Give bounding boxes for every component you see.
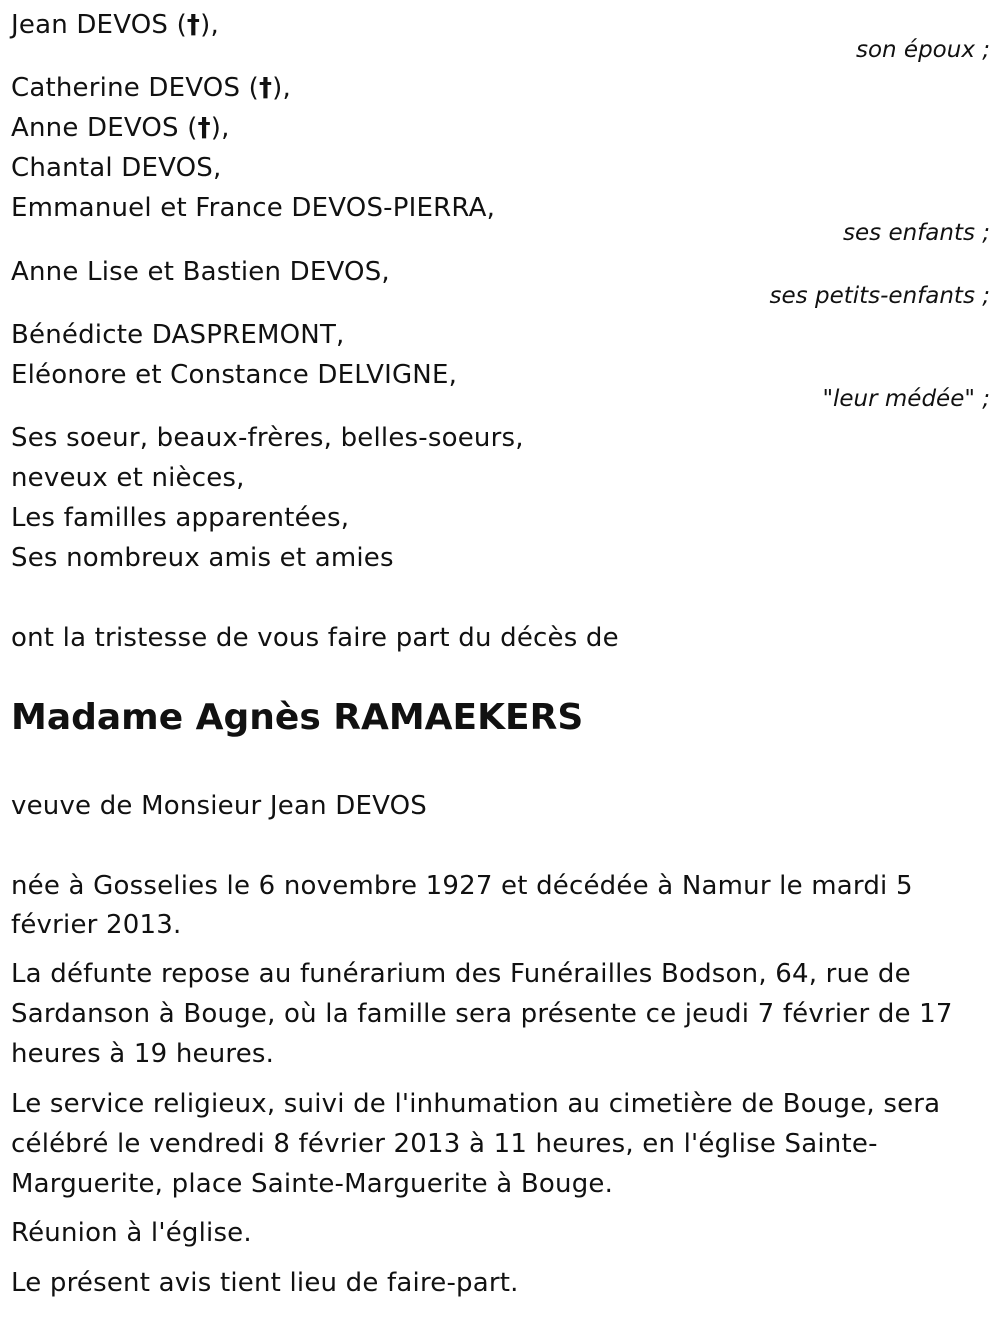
visitation-line: La défunte repose au funérarium des Funérailles Bodson, 64, rue de xyxy=(11,959,911,989)
service-line: célébré le vendredi 8 février 2013 à 11 heures, en l'église Sainte- xyxy=(11,1129,878,1159)
spouse-line: Jean DEVOS (†), xyxy=(11,10,219,40)
medee-line: Bénédicte DASPREMONT, xyxy=(11,320,345,350)
cross-icon: † xyxy=(186,10,201,40)
service-line: Marguerite, place Sainte-Marguerite à Bouge. xyxy=(11,1169,614,1199)
family-line: neveux et nièces, xyxy=(11,463,245,493)
widow-of-text: veuve de Monsieur Jean DEVOS xyxy=(11,791,427,821)
birth-death-line: née à Gosselies le 6 novembre 1927 et décédée à Namur le mardi 5 xyxy=(11,871,913,901)
medee-role: "leur médée" ; xyxy=(822,386,990,412)
cross-icon: † xyxy=(197,113,211,143)
child-line: Chantal DEVOS, xyxy=(11,153,222,183)
child-line: Emmanuel et France DEVOS-PIERRA, xyxy=(11,193,496,223)
family-line: Ses soeur, beaux-frères, belles-soeurs, xyxy=(11,423,524,453)
children-role: ses enfants ; xyxy=(843,220,990,246)
announcement-text: ont la tristesse de vous faire part du décès de xyxy=(11,623,619,653)
child-line: Catherine DEVOS (†), xyxy=(11,73,291,103)
cross-icon: † xyxy=(258,73,273,103)
grandchildren-role: ses petits-enfants ; xyxy=(769,283,990,309)
child-line: Anne DEVOS (†), xyxy=(11,113,230,143)
family-line: Les familles apparentées, xyxy=(11,503,350,533)
birth-death-line: février 2013. xyxy=(11,910,182,940)
grandchildren-line: Anne Lise et Bastien DEVOS, xyxy=(11,257,390,287)
medee-line: Eléonore et Constance DELVIGNE, xyxy=(11,360,458,390)
spouse-role: son époux ; xyxy=(855,37,990,63)
family-line: Ses nombreux amis et amies xyxy=(11,543,394,573)
closing-text: Le présent avis tient lieu de faire-part. xyxy=(11,1268,519,1298)
visitation-line: heures à 19 heures. xyxy=(11,1039,275,1069)
reunion-text: Réunion à l'église. xyxy=(11,1218,252,1248)
deceased-name: Madame Agnès RAMAEKERS xyxy=(11,697,584,738)
visitation-line: Sardanson à Bouge, où la famille sera présente ce jeudi 7 février de 17 xyxy=(11,999,953,1029)
service-line: Le service religieux, suivi de l'inhumation au cimetière de Bouge, sera xyxy=(11,1089,941,1119)
